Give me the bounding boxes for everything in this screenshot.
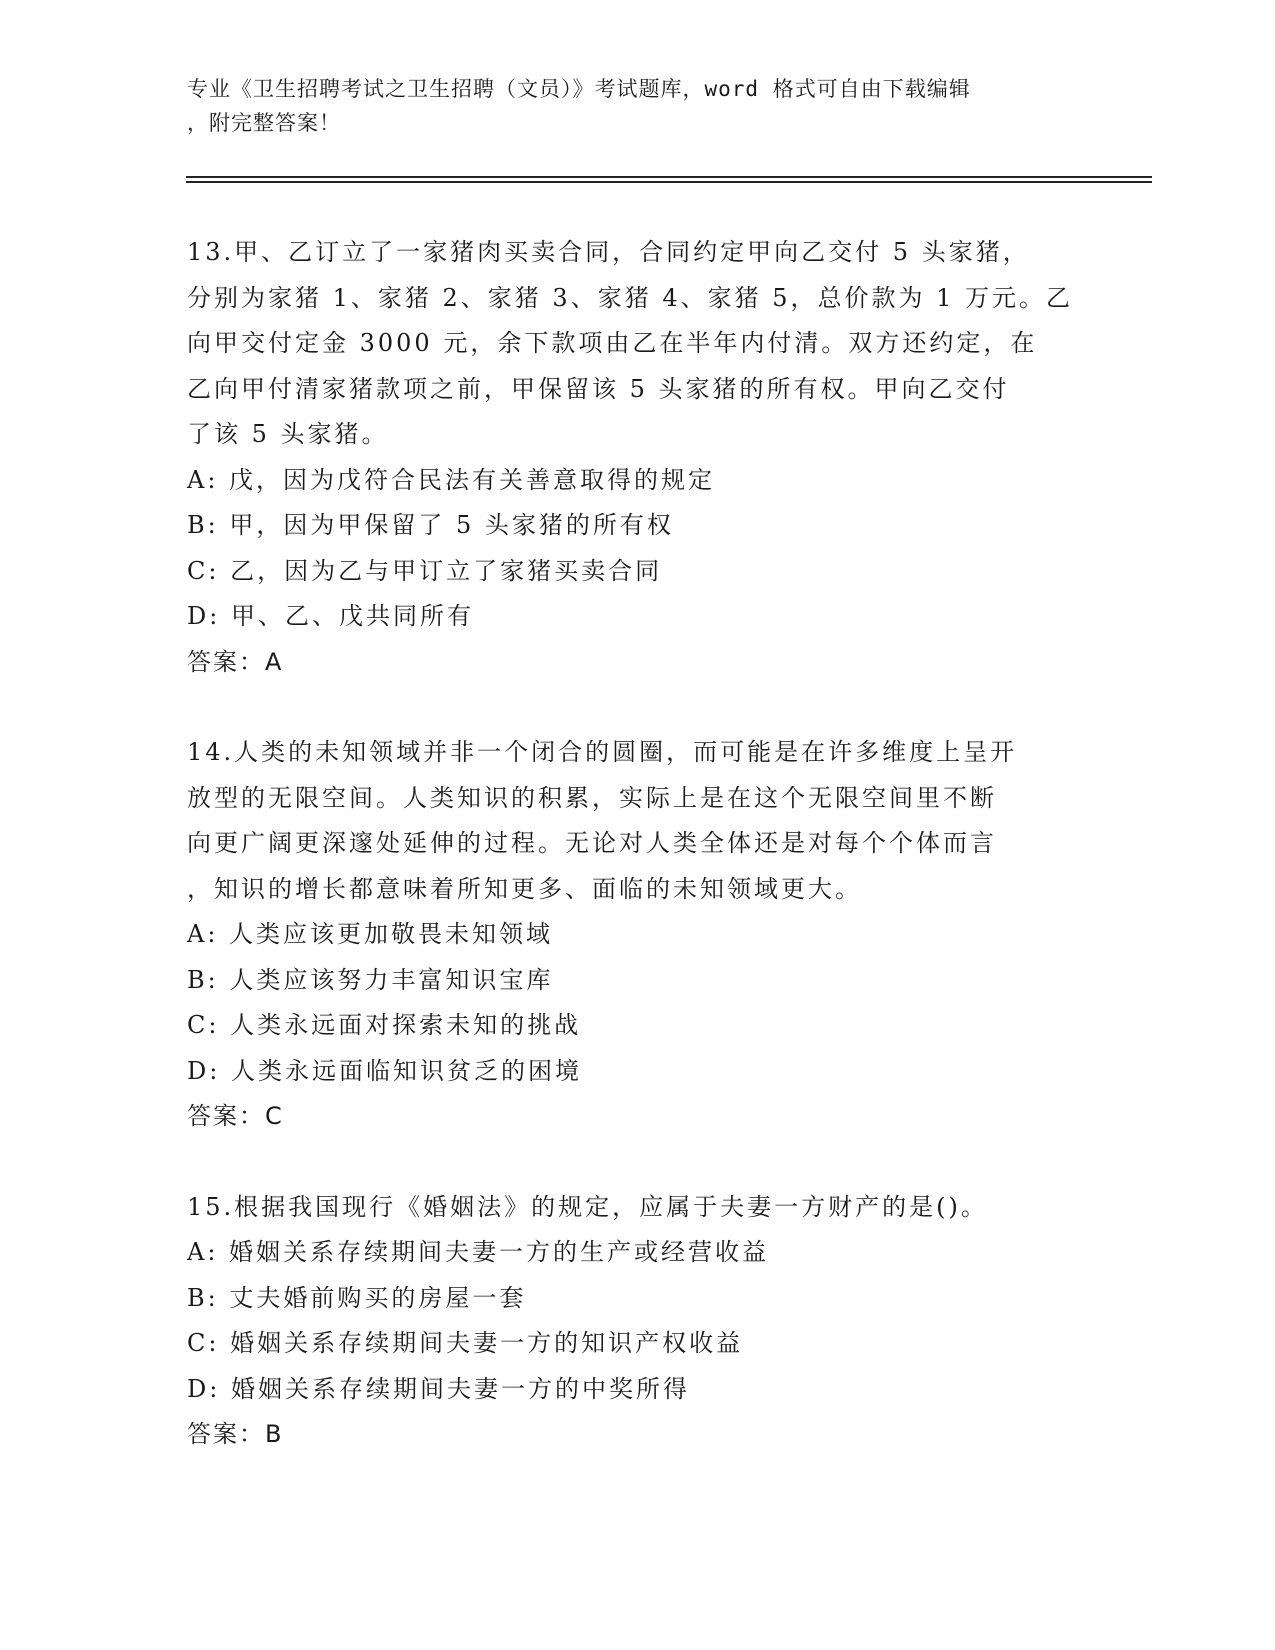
answer-label: 答案：A (187, 647, 284, 676)
option-c: C: 乙，因为乙与甲订立了家猪买卖合同 (187, 556, 663, 585)
header-divider-bottom (186, 181, 1152, 183)
question-stem-line: 了该 5 头家猪。 (187, 420, 389, 448)
question-stem-line: 乙向甲付清家猪款项之前，甲保留该 5 头家猪的所有权。甲向乙交付 (187, 374, 1010, 403)
option-d: D: 甲、乙、戊共同所有 (187, 602, 474, 630)
question-14 (187, 730, 1087, 1140)
header-line-2: ，附完整答案！ (187, 111, 341, 135)
question-stem-line: ，知识的增长都意味着所知更多、面临的未知领域更大。 (187, 874, 862, 903)
option-d: D: 婚姻关系存续期间夫妻一方的中奖所得 (187, 1374, 690, 1403)
option-c: C: 人类永远面对探索未知的挑战 (187, 1011, 582, 1039)
question-stem-line: 15.根据我国现行《婚姻法》的规定，应属于夫妻一方财产的是()。 (187, 1192, 988, 1221)
question-stem-line: 向甲交付定金 3000 元，余下款项由乙在半年内付清。双方还约定，在 (187, 329, 1038, 357)
question-list (187, 230, 1087, 1503)
option-a: A: 婚姻关系存续期间夫妻一方的生产或经营收益 (187, 1238, 770, 1266)
question-stem-line: 向更广阔更深邃处延伸的过程。无论对人类全体还是对每个个体而言 (187, 829, 997, 857)
question-stem-line: 13.甲、乙订立了一家猪肉买卖合同，合同约定甲向乙交付 5 头家猪， (187, 238, 1030, 266)
header-divider-top (186, 176, 1152, 178)
option-b: B: 人类应该努力丰富知识宝库 (187, 965, 554, 994)
question-15 (187, 1185, 1087, 1458)
document-header (187, 72, 1067, 140)
answer-label: 答案：B (187, 1420, 284, 1448)
question-13 (187, 230, 1087, 685)
question-stem-line: 分别为家猪 1、家猪 2、家猪 3、家猪 4、家猪 5，总价款为 1 万元。乙 (187, 283, 1074, 312)
answer-label: 答案：C (187, 1102, 284, 1130)
question-stem-line: 14.人类的未知领域并非一个闭合的圆圈，而可能是在许多维度上呈开 (187, 738, 1018, 766)
option-c: C: 婚姻关系存续期间夫妻一方的知识产权收益 (187, 1329, 744, 1357)
option-d: D: 人类永远面临知识贫乏的困境 (187, 1056, 582, 1085)
option-b: B: 丈夫婚前购买的房屋一套 (187, 1283, 527, 1312)
question-stem-line: 放型的无限空间。人类知识的积累，实际上是在这个无限空间里不断 (187, 783, 997, 812)
option-b: B: 甲，因为甲保留了 5 头家猪的所有权 (187, 511, 674, 539)
option-a: A: 戊，因为戊符合民法有关善意取得的规定 (187, 465, 716, 494)
header-line-1: 专业《卫生招聘考试之卫生招聘（文员）》考试题库，word 格式可自由下载编辑 (187, 77, 971, 101)
option-a: A: 人类应该更加敬畏未知领域 (187, 920, 554, 948)
